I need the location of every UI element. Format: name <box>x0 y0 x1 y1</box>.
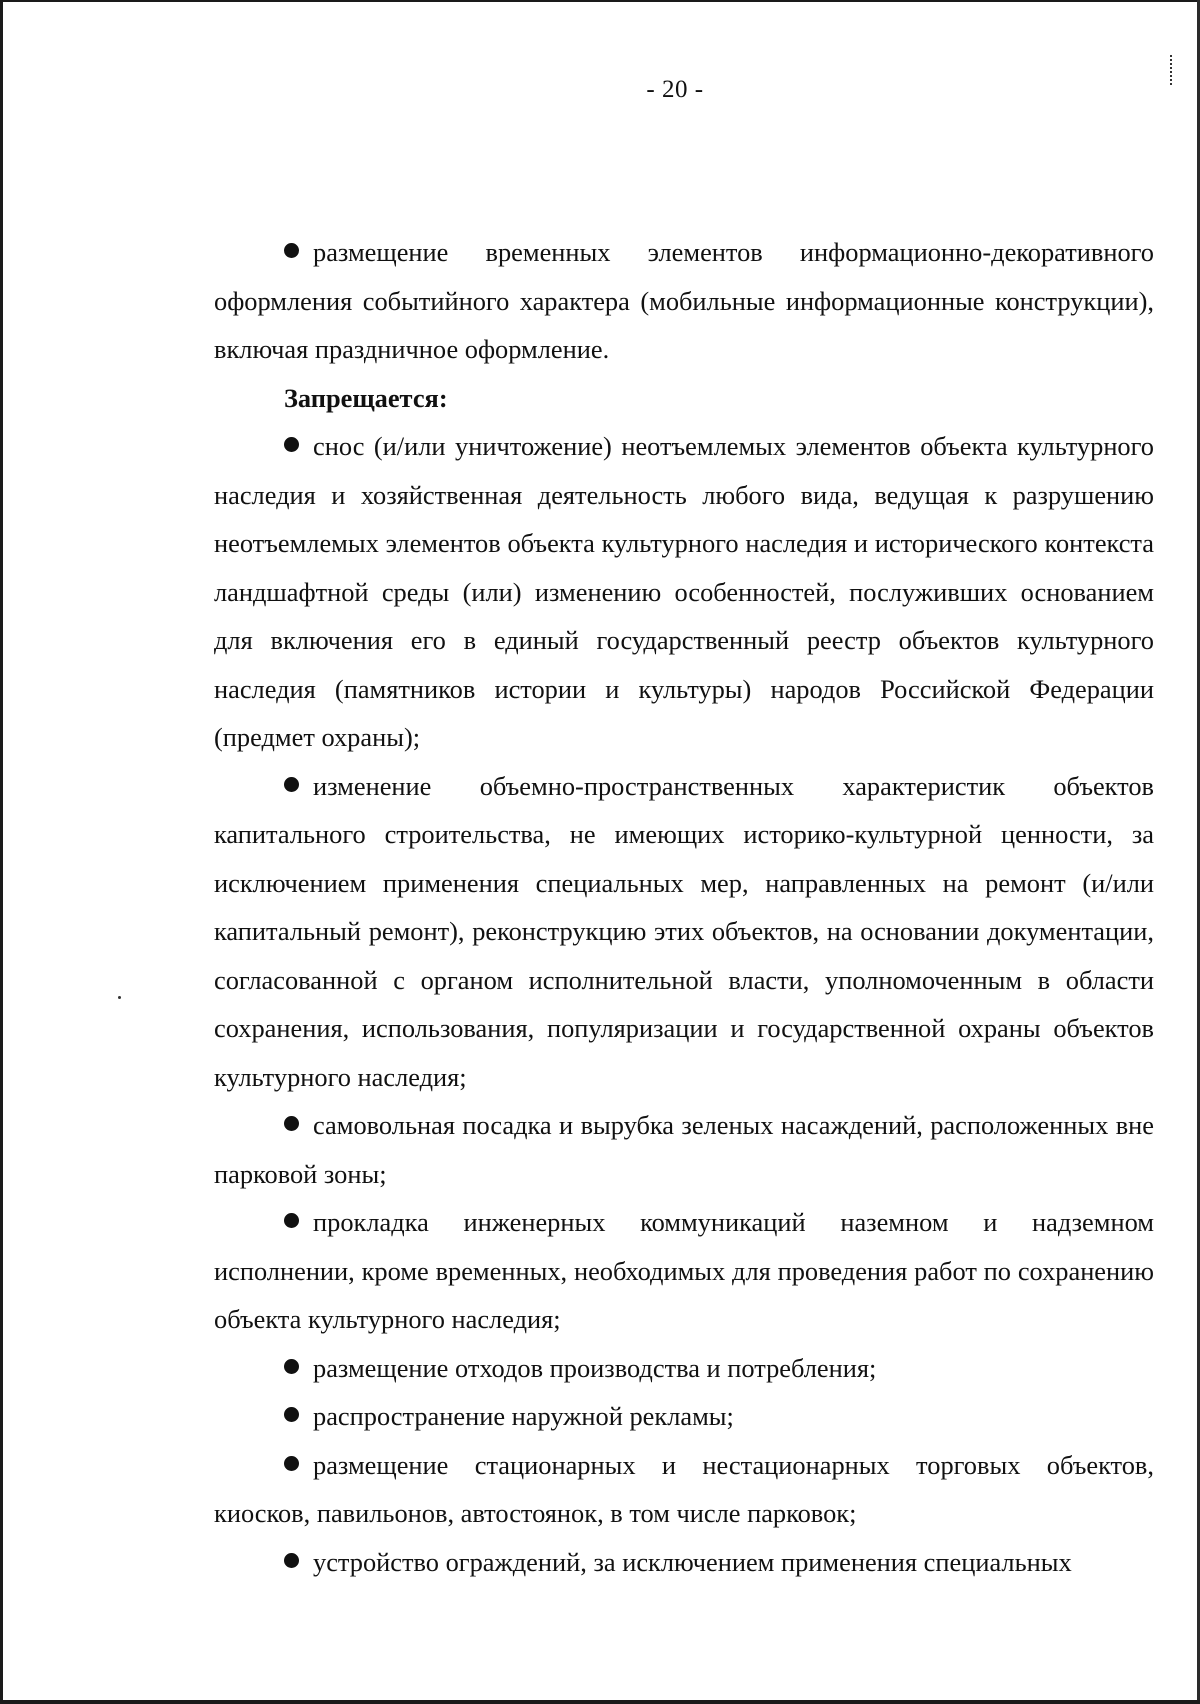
list-item-text: прокладка инженерных коммуникаций наземном и надземном исполнении, кроме временных, необходимых для проведения работ по сохранению объекта культурного наследия; <box>214 1207 1154 1334</box>
list-item <box>214 1344 1154 1393</box>
list-item <box>214 1538 1154 1587</box>
list-item <box>214 1441 1154 1538</box>
document-body <box>214 228 1154 1586</box>
list-item-text: изменение объемно-пространственных характеристик объектов капитального строительства, не имеющих историко-культурной ценности, за исключением применения специальных мер, направленных на ремонт (и/или капитальный ремонт), реконструкцию этих объектов, на основании документации, согласованной с органом исполнительной власти, уполномоченным в области сохранения, использования, популяризации и государственной охраны объектов культурного наследия; <box>214 770 1154 1092</box>
bullet-icon <box>284 1213 299 1228</box>
bullet-icon <box>284 1116 299 1131</box>
bullet-icon <box>284 1456 299 1471</box>
bullet-icon <box>284 1553 299 1568</box>
bullet-icon <box>284 1407 299 1422</box>
list-item <box>214 1392 1154 1441</box>
scan-edge-left <box>0 0 3 1704</box>
bullet-icon <box>284 1359 299 1374</box>
scan-speck <box>118 996 121 999</box>
list-item <box>214 228 1154 374</box>
list-item <box>214 422 1154 762</box>
bullet-icon <box>284 243 299 258</box>
list-item-text: снос (и/или уничтожение) неотъемлемых элементов объекта культурного наследия и хозяйственная деятельность любого вида, ведущая к разрушению неотъемлемых элементов объекта культурного наследия и исторического контекста ландшафтной среды (или) изменению особенностей, послуживших основанием для включения его в единый государственный реестр объектов культурного наследия (памятников истории и культуры) народов Российской Федерации (предмет охраны); <box>214 431 1154 752</box>
bullet-icon <box>284 777 299 792</box>
list-item-text: размещение отходов производства и потребления; <box>313 1352 877 1383</box>
list-item-text: самовольная посадка и вырубка зеленых насаждений, расположенных вне парковой зоны; <box>214 1110 1154 1189</box>
list-item-text: размещение временных элементов информационно-декоративного оформления событийного характера (мобильные информационные конструкции), включая праздничное оформление. <box>214 237 1154 364</box>
scan-edge-top <box>0 0 1200 2</box>
list-item <box>214 1198 1154 1344</box>
scan-edge-bottom <box>0 1700 1200 1704</box>
section-heading: Запрещается: <box>284 382 448 413</box>
list-item <box>214 762 1154 1102</box>
bullet-icon <box>284 437 299 452</box>
list-item-text: устройство ограждений, за исключением применения специальных <box>313 1546 1072 1577</box>
list-item <box>214 1101 1154 1198</box>
page-number: - 20 - <box>646 76 704 103</box>
list-item-text: размещение стационарных и нестационарных торговых объектов, киосков, павильонов, автостоянок, в том числе парковок; <box>214 1449 1154 1528</box>
list-item-text: распространение наружной рекламы; <box>313 1401 734 1431</box>
